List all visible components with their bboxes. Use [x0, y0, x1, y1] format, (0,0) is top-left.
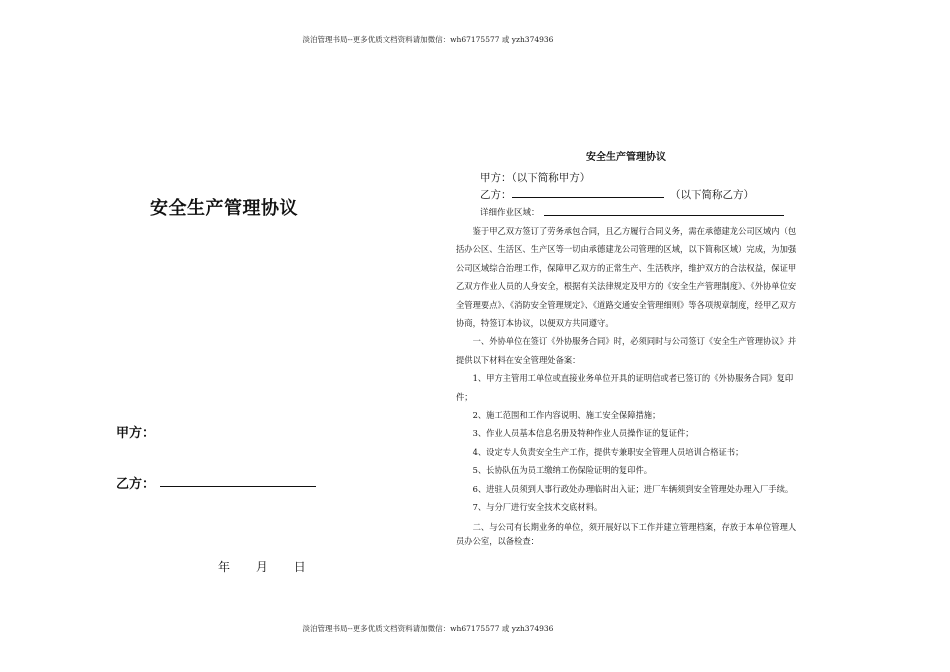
agreement-body	[456, 222, 800, 548]
cover-date-row	[218, 558, 328, 575]
cover-title: 安全生产管理协议	[150, 198, 298, 219]
agreement-paragraph: 7、与分厂进行安全技术交底材料。	[472, 502, 603, 513]
agreement-work-area-underline	[544, 215, 784, 216]
cover-party-b-label: 乙方：	[116, 477, 156, 492]
agreement-paragraph: 3、作业人员基本信息名册及特种作业人员操作证的复证件；	[472, 428, 694, 439]
agreement-paragraph: 鉴于甲乙双方签订了劳务承包合同，且乙方履行合同义务，需在承德建龙公司区域内（包括办公区、生活区、生产区等一切由承德建龙公司管理的区域，以下简称区域）完成，为加强公司区域综合治理工作，保障甲乙双方的正常生产、生活秩序，维护双方的合法权益，保证甲乙双方作业人员的人身安全，根据有关法律规定及甲方的《安全生产管理制度》、《外协单位安全管理要点》、《消防安全管理规定》、《道路交通安全管理细则》等各项规章制度，经甲乙双方协商，特签订本协议，以便双方共同遵守。	[456, 226, 797, 329]
agreement-party-a-line: 甲方：（以下简称甲方）	[480, 172, 591, 184]
page-footer-note: 淡泊管理书局--更多优质文档资料请加微信：wh67175577 或 yzh374936	[302, 624, 554, 633]
agreement-paragraph: 6、进驻人员须到人事行政处办理临时出入证；进厂车辆须到安全管理处办理入厂手续。	[472, 483, 794, 494]
agreement-paragraph: 5、长协队伍为员工缴纳工伤保险证明的复印件。	[472, 465, 653, 476]
cover-date-day: 日	[293, 560, 306, 574]
cover-party-b-underline	[160, 486, 316, 487]
agreement-party-b-underline	[512, 197, 664, 198]
agreement-paragraph: 二、与公司有长期业务的单位，须开展好以下工作并建立管理档案，存放于本单位管理人员办公室，以备检查：	[456, 521, 797, 546]
cover-date-year: 年	[218, 560, 231, 574]
agreement-paragraph: 一、外协单位在签订《外协服务合同》时，必须同时与公司签订《安全生产管理协议》并提供以下材料在安全管理处备案：	[456, 336, 797, 365]
agreement-paragraph: 4、设定专人负责安全生产工作，提供专兼职安全管理人员培训合格证书；	[472, 446, 744, 457]
agreement-paragraph: 2、施工范围和工作内容说明、施工安全保障措施；	[472, 410, 661, 421]
page-header-note: 淡泊管理书局--更多优质文档资料请加微信：wh67175577 或 yzh374936	[302, 35, 554, 44]
cover-party-a-label: 甲方：	[116, 426, 156, 441]
agreement-party-b-suffix: （以下简称乙方）	[670, 189, 754, 201]
cover-date-month: 月	[255, 560, 268, 574]
agreement-title: 安全生产管理协议	[586, 152, 666, 163]
agreement-work-area-label: 详细作业区域：	[480, 208, 540, 218]
agreement-paragraph: 1、甲方主管用工单位或直接业务单位开具的证明信或者已签订的《外协服务合同》复印件；	[456, 373, 794, 402]
agreement-party-b-label: 乙方：	[480, 189, 512, 201]
